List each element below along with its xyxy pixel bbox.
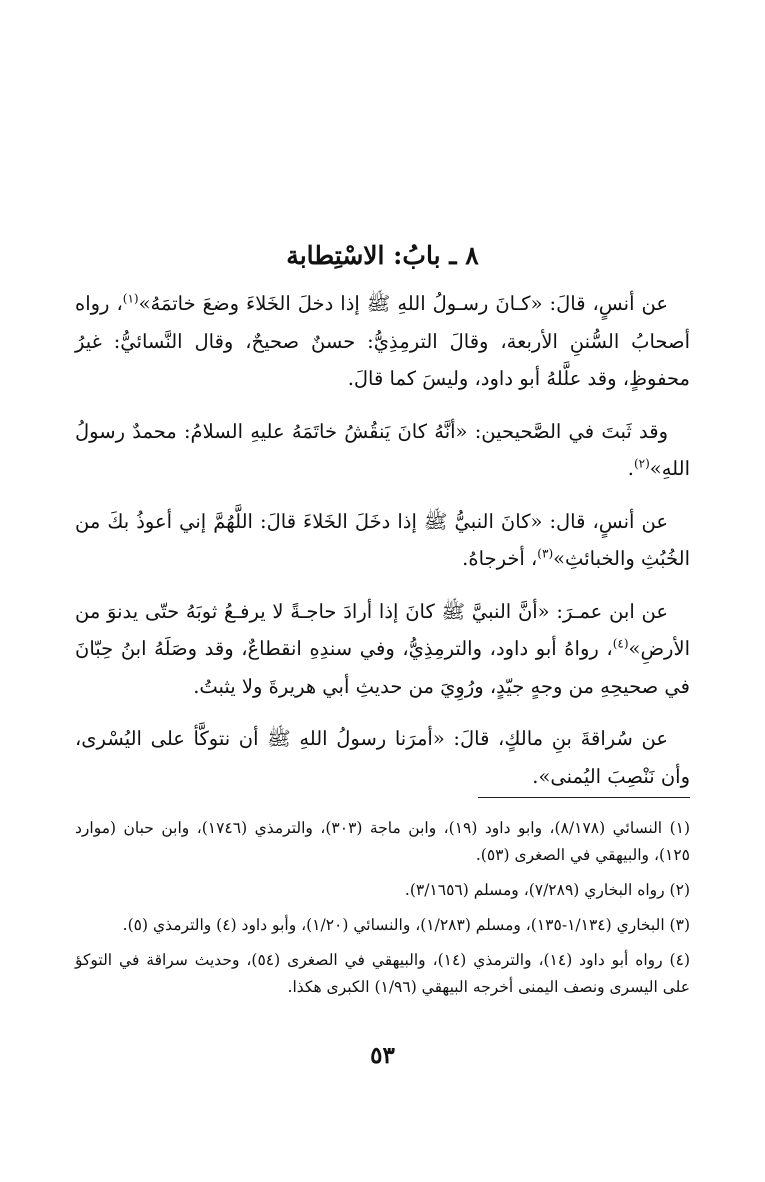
paragraph-ibn-umar — [75, 593, 690, 706]
paragraph-suraqa — [75, 720, 690, 795]
paragraph-tail: ، أخرجاهُ. — [462, 547, 538, 570]
paragraph-text: عن ابن عمـرَ: «أنَّ النبيَّ ﷺ كانَ إذا أرادَ حاجـةً لا يرفـعُ ثوبَهُ حتّى يدنوَ من الأرضِ» — [75, 599, 690, 660]
paragraph-text: عن سُراقةَ بنِ مالكٍ، قالَ: «أمرَنا رسولُ اللهِ ﷺ أن نتوكَّأ على اليُسْرى، وأن نَنْصِبَ اليُمنى». — [75, 727, 690, 788]
paragraph-text: عن أنسٍ، قال: «كانَ النبيُّ ﷺ إذا دخَلَ الخَلاءَ قالَ: اللَّهُمَّ إني أعوذُ بكَ من الخُبُثِ والخبائثِ» — [75, 509, 690, 570]
paragraph-text: عن أنسٍ، قالَ: «كـانَ رسـولُ اللهِ ﷺ إذا دخلَ الخَلاءَ وضعَ خاتمَهُ» — [138, 292, 668, 315]
footnote-ref: (١) — [122, 291, 139, 306]
footnote-1: (١) النسائي (٨/١٧٨)، وابو داود (١٩)، وابن ماجة (٣٠٣)، والترمذي (١٧٤٦)، وابن حبان (موارد ١٢٥)، والبيهقي في الصغرى (٥٣). — [75, 819, 691, 864]
paragraph-text: وقد ثَبتَ في الصَّحيحين: «أنَّهُ كانَ يَنقُشُ خاتَمَهُ عليهِ السلامُ: محمدٌ رسولُ اللهِ» — [75, 419, 690, 480]
footnote-ref: (٣) — [537, 546, 554, 561]
paragraph-anas-khatam — [75, 285, 690, 398]
footnotes — [75, 815, 690, 1009]
paragraph-tail: ، رواهُ أبو داود، والترمِذِيُّ، وفي سندِهِ انقطاعٌ، وقد وصَلَهُ ابنُ حِبّانَ في صحيحِهِ من وجهٍ جيّدٍ، ورُوِيَ من حديثِ أبي هريرةَ ولا يثبتُ. — [75, 637, 690, 698]
paragraph-tail: ، رواه أصحابُ السُّننِ الأربعة، وقالَ الترمِذِيُّ: حسنٌ صحيحٌ، وقال النَّسائيُّ: غيرُ محفوظٍ، وقد علَّلهُ أبو داود، وليسَ كما قالَ. — [75, 292, 690, 390]
footnote-divider — [478, 797, 690, 798]
paragraph-tail: . — [627, 457, 634, 480]
paragraph-anas-dua — [75, 503, 690, 578]
footnote-3: (٣) البخاري (١/١٣٤-١٣٥)، ومسلم (١/٢٨٣)، والنسائي (١/٢٠)، وأبو داود (٤) والترمذي (٥). — [122, 916, 690, 934]
paragraph-sahihain — [75, 413, 690, 488]
chapter-title: ٨ ـ بابُ: الاسْتِطابة — [286, 241, 479, 270]
footnote-4: (٤) رواه أبو داود (١٤)، والترمذي (١٤)، والبيهقي في الصغرى (٥٤)، وحديث سراقة في التوكؤ على اليسرى ونصف اليمنى أخرجه البيهقي (١/٩٦) الكبرى هكذا. — [75, 951, 690, 996]
footnote-ref: (٢) — [633, 456, 650, 471]
main-text — [75, 285, 690, 810]
footnote-2: (٢) رواه البخاري (٧/٢٨٩)، ومسلم (٣/١٦٥٦). — [404, 881, 690, 899]
footnote-ref: (٤) — [612, 636, 629, 651]
page-number: ٥٣ — [370, 1042, 395, 1069]
